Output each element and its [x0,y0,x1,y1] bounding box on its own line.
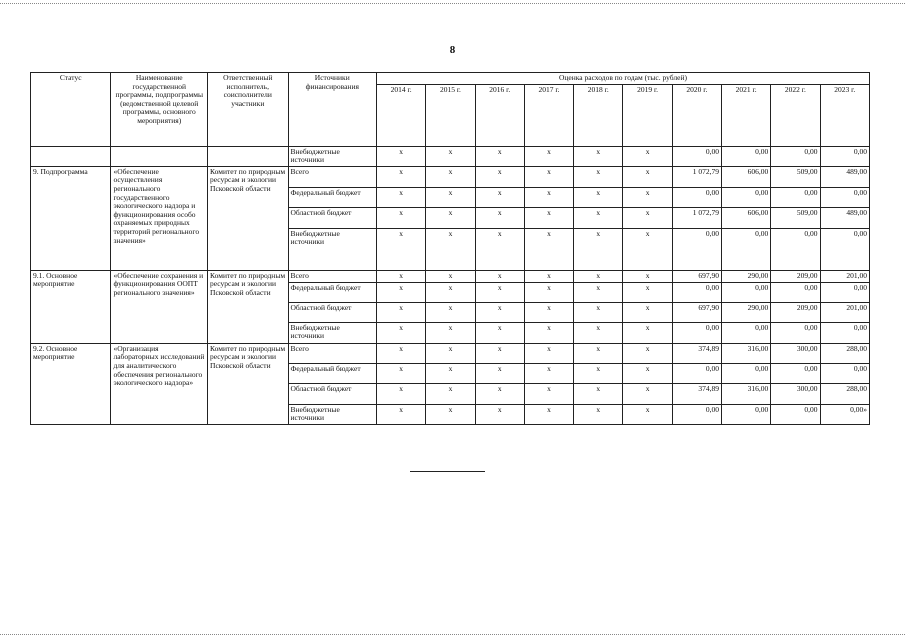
value-cell: 0,00 [820,282,869,302]
value-cell: x [475,146,524,166]
header-year: 2020 г. [672,84,721,146]
value-cell: 0,00 [672,404,721,424]
value-cell: 1 072,79 [672,166,721,187]
value-cell: 0,00 [820,228,869,270]
header-year: 2015 г. [426,84,475,146]
value-cell: 290,00 [721,270,770,282]
value-cell: x [623,343,672,363]
value-cell: x [574,322,623,343]
value-cell: 209,00 [771,302,820,322]
value-cell: 489,00 [820,166,869,187]
value-cell: 0,00 [771,282,820,302]
value-cell: x [475,363,524,383]
value-cell: x [377,282,426,302]
value-cell: x [377,166,426,187]
value-cell: 0,00 [771,322,820,343]
value-cell: 316,00 [721,343,770,363]
source-cell: Областной бюджет [288,302,377,322]
name-cell: «Обеспечение осуществления регионального государственного экологического надзора и функционирования особо охраняемых природных территорий регионального значения» [111,166,208,270]
value-cell: x [426,282,475,302]
value-cell: 0,00 [721,187,770,207]
value-cell: 489,00 [820,207,869,228]
value-cell: 0,00 [771,146,820,166]
value-cell: x [475,343,524,363]
value-cell: 201,00 [820,302,869,322]
empty-cell [208,146,288,166]
value-cell: x [524,302,573,322]
value-cell: x [524,343,573,363]
value-cell: 0,00 [771,363,820,383]
end-separator-line [410,471,485,472]
source-cell: Всего [288,166,377,187]
value-cell: x [524,383,573,404]
value-cell: x [426,187,475,207]
status-cell: 9.1. Основное мероприятие [31,270,111,343]
value-cell: x [623,146,672,166]
header-status: Статус [31,73,111,147]
value-cell: 0,00 [672,322,721,343]
value-cell: x [623,187,672,207]
value-cell: x [475,207,524,228]
header-sources: Источники финансирования [288,73,377,147]
source-cell: Всего [288,343,377,363]
value-cell: x [426,146,475,166]
value-cell: x [475,383,524,404]
expenses-table [30,72,870,425]
value-cell: x [623,228,672,270]
executor-cell: Комитет по природным ресурсам и экологии Псковской области [208,343,288,424]
value-cell: x [524,166,573,187]
value-cell: 0,00 [771,187,820,207]
header-executor: Ответственный исполнитель, соисполнители участники [208,73,288,147]
value-cell: 290,00 [721,302,770,322]
value-cell: x [524,270,573,282]
value-cell: 697,90 [672,302,721,322]
value-cell: 300,00 [771,343,820,363]
value-cell: x [574,343,623,363]
value-cell: x [426,363,475,383]
value-cell: 0,00 [820,363,869,383]
value-cell: x [426,207,475,228]
value-cell: x [574,166,623,187]
value-cell: x [377,383,426,404]
value-cell: x [377,404,426,424]
source-cell: Федеральный бюджет [288,363,377,383]
source-cell: Внебюджетные источники [288,404,377,424]
source-cell: Внебюджетные источники [288,228,377,270]
table-row [31,270,870,282]
name-cell: «Организация лабораторных исследований для аналитического обеспечения регионального экологического надзора» [111,343,208,424]
name-cell: «Обеспечение сохранения и функционирования ООПТ регионального значения» [111,270,208,343]
header-name: Наименование государственной программы, подпрограммы (ведомственной целевой программы, основного мероприятия) [111,73,208,147]
value-cell: 0,00» [820,404,869,424]
value-cell: x [574,404,623,424]
value-cell: x [574,207,623,228]
value-cell: x [574,228,623,270]
value-cell: x [475,166,524,187]
value-cell: x [426,404,475,424]
value-cell: 509,00 [771,207,820,228]
value-cell: x [426,166,475,187]
value-cell: 0,00 [721,322,770,343]
page-number: 8 [449,44,456,56]
value-cell: x [574,383,623,404]
value-cell: x [475,270,524,282]
header-estimate: Оценка расходов по годам (тыс. рублей) [377,73,870,85]
source-cell: Внебюджетные источники [288,146,377,166]
executor-cell: Комитет по природным ресурсам и экологии Псковской области [208,166,288,270]
value-cell: x [623,322,672,343]
value-cell: 509,00 [771,166,820,187]
value-cell: 0,00 [820,187,869,207]
bottom-border-line [0,634,905,635]
value-cell: 0,00 [672,282,721,302]
executor-cell: Комитет по природным ресурсам и экологии Псковской области [208,270,288,343]
status-cell: 9.2. Основное мероприятие [31,343,111,424]
value-cell: 1 072,79 [672,207,721,228]
value-cell: x [377,187,426,207]
header-row-1 [31,73,870,85]
value-cell: x [426,270,475,282]
value-cell: x [377,207,426,228]
header-year: 2017 г. [524,84,573,146]
value-cell: x [574,146,623,166]
source-cell: Федеральный бюджет [288,282,377,302]
value-cell: x [377,363,426,383]
value-cell: x [574,187,623,207]
value-cell: x [574,270,623,282]
header-year: 2019 г. [623,84,672,146]
value-cell: x [524,322,573,343]
value-cell: 0,00 [672,187,721,207]
value-cell: x [475,228,524,270]
source-cell: Внебюджетные источники [288,322,377,343]
value-cell: 606,00 [721,207,770,228]
value-cell: x [574,302,623,322]
value-cell: 374,89 [672,343,721,363]
source-cell: Всего [288,270,377,282]
value-cell: x [426,322,475,343]
value-cell: 0,00 [771,228,820,270]
value-cell: x [574,282,623,302]
value-cell: x [623,166,672,187]
header-year: 2014 г. [377,84,426,146]
value-cell: 606,00 [721,166,770,187]
table-row [31,146,870,166]
value-cell: 697,90 [672,270,721,282]
value-cell: 0,00 [672,228,721,270]
header-year: 2021 г. [721,84,770,146]
value-cell: x [377,146,426,166]
table-row [31,343,870,363]
value-cell: 288,00 [820,383,869,404]
header-year: 2022 г. [771,84,820,146]
value-cell: x [524,363,573,383]
value-cell: x [377,343,426,363]
table-row [31,166,870,187]
value-cell: 288,00 [820,343,869,363]
value-cell: x [623,207,672,228]
table-body [31,146,870,424]
value-cell: x [377,322,426,343]
value-cell: x [623,383,672,404]
value-cell: 209,00 [771,270,820,282]
value-cell: x [623,404,672,424]
value-cell: 300,00 [771,383,820,404]
value-cell: 0,00 [721,228,770,270]
source-cell: Областной бюджет [288,207,377,228]
source-cell: Областной бюджет [288,383,377,404]
value-cell: 0,00 [820,322,869,343]
empty-cell [111,146,208,166]
value-cell: x [524,404,573,424]
value-cell: x [426,383,475,404]
value-cell: 201,00 [820,270,869,282]
value-cell: x [524,207,573,228]
value-cell: 0,00 [721,282,770,302]
status-cell: 9. Подпрограмма [31,166,111,270]
value-cell: x [377,302,426,322]
value-cell: x [623,363,672,383]
value-cell: 0,00 [721,404,770,424]
value-cell: 0,00 [721,146,770,166]
value-cell: x [623,282,672,302]
value-cell: x [524,146,573,166]
value-cell: x [426,343,475,363]
value-cell: x [524,187,573,207]
value-cell: x [524,282,573,302]
value-cell: x [574,363,623,383]
value-cell: x [475,404,524,424]
value-cell: x [475,322,524,343]
header-year: 2023 г. [820,84,869,146]
value-cell: 0,00 [771,404,820,424]
header-year: 2016 г. [475,84,524,146]
value-cell: 0,00 [721,363,770,383]
value-cell: x [475,282,524,302]
value-cell: 0,00 [820,146,869,166]
value-cell: x [475,187,524,207]
source-cell: Федеральный бюджет [288,187,377,207]
value-cell: x [524,228,573,270]
empty-cell [31,146,111,166]
value-cell: 374,89 [672,383,721,404]
value-cell: 0,00 [672,363,721,383]
header-year: 2018 г. [574,84,623,146]
value-cell: x [426,302,475,322]
top-border-line [0,3,905,4]
value-cell: x [377,270,426,282]
value-cell: x [426,228,475,270]
value-cell: x [623,270,672,282]
value-cell: 316,00 [721,383,770,404]
value-cell: 0,00 [672,146,721,166]
value-cell: x [475,302,524,322]
value-cell: x [377,228,426,270]
value-cell: x [623,302,672,322]
